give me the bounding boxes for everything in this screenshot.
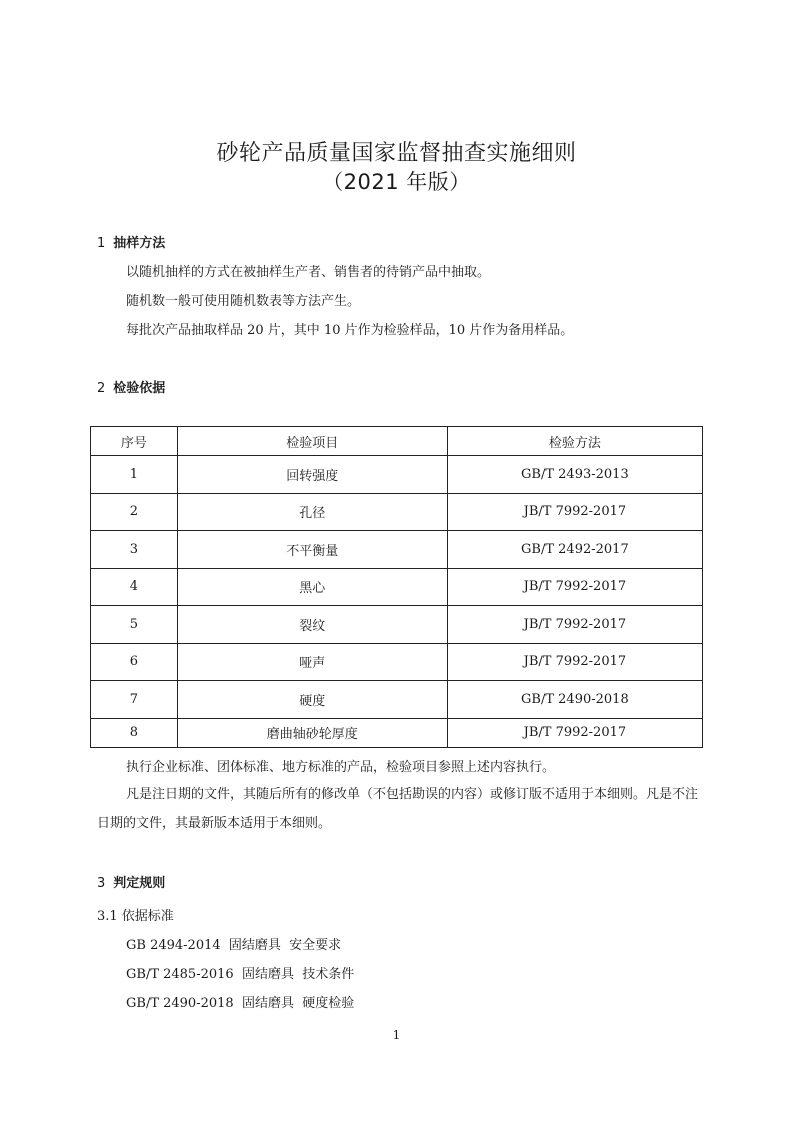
- cell-seq: 1: [91, 456, 178, 494]
- table-header-row: [91, 427, 703, 456]
- standard-item: GB/T 2485-2016 固结磨具 技术条件: [126, 967, 355, 982]
- cell-item: 磨曲轴砂轮厚度: [177, 718, 447, 747]
- table-row: [91, 493, 703, 531]
- section2-number: 2: [97, 381, 106, 396]
- document-title: 砂轮产品质量国家监督抽查实施细则: [216, 141, 577, 166]
- page-number: 1: [392, 1028, 401, 1042]
- inspection-table: [90, 426, 703, 748]
- standard-item: GB 2494-2014 固结磨具 安全要求: [126, 938, 342, 953]
- standard-item: GB/T 2490-2018 固结磨具 硬度检验: [126, 996, 355, 1011]
- cell-method: GB/T 2490-2018: [447, 681, 702, 719]
- table-row: [91, 681, 703, 719]
- table-row: [91, 456, 703, 494]
- section2-note: 执行企业标准、团体标准、地方标准的产品，检验项目参照上述内容执行。: [126, 760, 556, 775]
- cell-seq: 3: [91, 531, 178, 569]
- section1-heading: [97, 232, 165, 251]
- header-item: 检验项目: [177, 427, 447, 456]
- cell-item: 黑心: [177, 568, 447, 606]
- section1-paragraph: 以随机抽样的方式在被抽样生产者、销售者的待销产品中抽取。: [126, 265, 491, 280]
- section1-paragraph: 随机数一般可使用随机数表等方法产生。: [126, 294, 361, 309]
- cell-seq: 5: [91, 606, 178, 644]
- cell-seq: 8: [91, 718, 178, 747]
- cell-method: JB/T 7992-2017: [447, 643, 702, 681]
- document-edition: （2021 年版）: [322, 170, 471, 194]
- section2-heading: [97, 377, 165, 396]
- section1-title: 抽样方法: [113, 236, 166, 251]
- cell-item: 孔径: [177, 493, 447, 531]
- table-row: [91, 718, 703, 747]
- cell-method: GB/T 2492-2017: [447, 531, 702, 569]
- section3-number: 3: [97, 876, 106, 891]
- table-row: [91, 568, 703, 606]
- cell-method: JB/T 7992-2017: [447, 493, 702, 531]
- cell-seq: 2: [91, 493, 178, 531]
- section1-paragraph: 每批次产品抽取样品 20 片，其中 10 片作为检验样品，10 片作为备用样品。: [126, 323, 574, 338]
- cell-seq: 4: [91, 568, 178, 606]
- section1-number: 1: [97, 236, 106, 251]
- cell-seq: 7: [91, 681, 178, 719]
- header-method: 检验方法: [447, 427, 702, 456]
- section3-subheading: 3.1 依据标准: [97, 909, 174, 924]
- table-row: [91, 643, 703, 681]
- section3-heading: [97, 872, 165, 891]
- cell-method: JB/T 7992-2017: [447, 718, 702, 747]
- section3-title: 判定规则: [113, 876, 166, 891]
- cell-method: JB/T 7992-2017: [447, 606, 702, 644]
- cell-seq: 6: [91, 643, 178, 681]
- table-row: [91, 606, 703, 644]
- cell-item: 不平衡量: [177, 531, 447, 569]
- cell-item: 回转强度: [177, 456, 447, 494]
- table-row: [91, 531, 703, 569]
- cell-item: 硬度: [177, 681, 447, 719]
- cell-method: JB/T 7992-2017: [447, 568, 702, 606]
- section2-title: 检验依据: [113, 381, 166, 396]
- cell-item: 哑声: [177, 643, 447, 681]
- section2-note: 凡是注日期的文件，其随后所有的修改单（不包括勘误的内容）或修订版不适用于本细则。凡是不注日期的文件，其最新版本适用于本细则。: [97, 787, 699, 831]
- header-seq: 序号: [91, 427, 178, 456]
- cell-item: 裂纹: [177, 606, 447, 644]
- cell-method: GB/T 2493-2013: [447, 456, 702, 494]
